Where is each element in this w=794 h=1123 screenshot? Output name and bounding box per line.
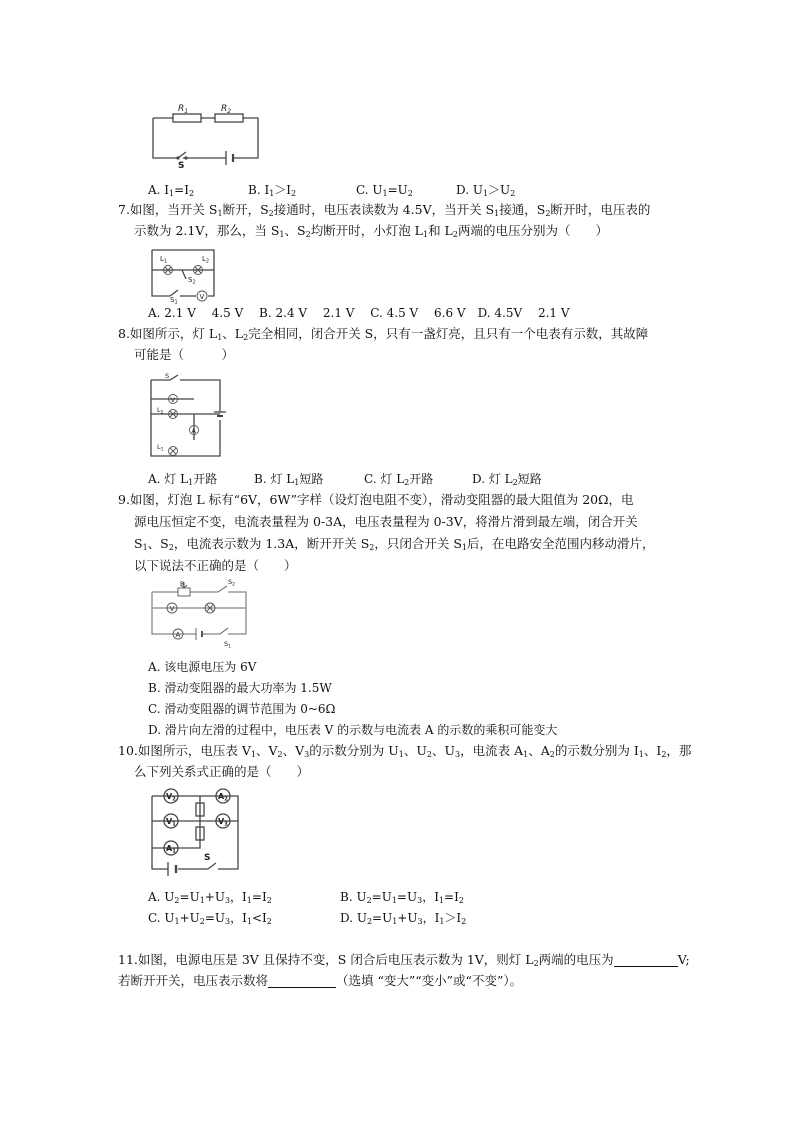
circuit-diagram-4 [148,578,250,648]
l1-label: $L_1$ [160,255,168,265]
q11-line-1: 11.如图，电源电压是 3V 且保持不变，S 闭合后电压表示数为 1V，则灯 $L_2$两端的电压为 V; [118,952,690,968]
svg-text:V: V [199,293,205,301]
svg-text:A1: A1 [166,844,176,855]
rheostat-r [178,588,190,596]
svg-text:V3: V3 [218,817,228,828]
s-label: S [204,853,211,863]
switch-s [208,863,216,869]
q10-option-c: C. $U_1+U_2=U_3$，$I_1<I_2$ [148,911,272,926]
answer-blank-1[interactable] [614,952,678,967]
s-label: S [165,372,170,380]
resistor-r1 [173,114,201,122]
q8-option-c: C. 灯 $L_2$开路 [364,472,434,487]
q9-line-4: 以下说法不正确的是（ ） [134,558,297,573]
l2-label: $L_2$ [202,255,210,265]
q9-line-2: 源电压恒定不变，电流表量程为 0-3A，电压表量程为 0-3V，将滑片滑到最左端，闭合开关 [134,514,638,529]
q9-line-3: $S_1$、$S_2$，电流表示数为 1.3A，断开开关 $S_2$，只闭合开关 $S_1$后，在电路安全范围内移动滑片， [134,536,655,552]
r1-label: $R_1$ [178,104,189,115]
svg-text:V: V [170,396,175,404]
svg-text:V1: V1 [166,817,176,828]
svg-text:V: V [169,605,175,613]
q6-option-b: B. $I_1>I_2$ [248,183,297,198]
switch-s2 [182,270,186,279]
switch-s [170,375,178,380]
switch-label: S [178,161,185,171]
q10-option-b: B. $U_2=U_1=U_3$，$I_1=I_2$ [340,890,464,905]
l2-label: $L_2$ [157,406,164,416]
q8-option-a: A. 灯 $L_1$开路 [148,472,218,487]
q8-line-2: 可能是（ ） [134,347,235,362]
circuit-diagram-2 [148,246,218,306]
switch-s1 [220,628,228,634]
q10-option-a: A. $U_2=U_1+U_3$，$I_1=I_2$ [148,890,272,905]
q9-option-d: D. 滑片向左滑的过程中，电压表 V 的示数与电流表 A 的示数的乘积可能变大 [148,723,558,737]
q6-option-c: C. $U_1=U_2$ [356,183,413,198]
svg-text:A: A [191,427,196,435]
q9-option-b: B. 滑动变阻器的最大功率为 1.5W [148,681,332,695]
circuit-diagram-5 [148,787,242,875]
q7-line-2: 示数为 2.1V，那么，当 $S_1$、$S_2$均断开时，小灯泡 $L_1$和 $L_2$两端的电压分别为（ ） [134,223,608,239]
q6-option-a: A. $I_1=I_2$ [148,183,195,198]
answer-blank-2[interactable] [268,973,336,988]
svg-text:A2: A2 [218,792,228,803]
s2-label: $S_2$ [188,276,196,286]
q10-line-1: 10.如图所示，电压表 $V_1$、$V_2$、$V_3$的示数分别为 $U_1$、$U_2$、$U_3$，电流表 $A_1$、$A_2$的示数分别为 $I_1$、$I_2$，那 [118,743,692,759]
q8-option-d: D. 灯 $L_2$短路 [472,472,542,487]
s2-label: $S_2$ [228,578,236,588]
l1-label: $L_1$ [157,443,164,453]
q9-line-1: 9.如图，灯泡 L 标有“6V，6W”字样（设灯泡电阻不变），滑动变阻器的最大阻值为 20Ω，电 [118,492,634,507]
svg-text:A: A [175,631,181,639]
svg-text:V2: V2 [166,792,176,803]
q7-options: A. 2.1 V 4.5 V B. 2.4 V 2.1 V C. 4.5 V 6.6 V D. 4.5V 2.1 V [148,306,570,320]
resistor-r2 [215,114,243,122]
q6-option-d: D. $U_1>U_2$ [456,183,516,198]
q10-option-d: D. $U_2=U_1+U_3$，$I_1>I_2$ [340,911,467,926]
q10-line-2: 么下列关系式正确的是（ ） [134,764,310,779]
q9-option-a: A. 该电源电压为 6V [148,660,257,674]
s1-label: $S_1$ [224,640,232,650]
q7-line-1: 7.如图，当开关 $S_1$断开，$S_2$接通时，电压表读数为 4.5V，当开关 $S_1$接通，$S_2$断开时，电压表的 [118,202,651,218]
q11-line-2: 若断开开关，电压表示数将 （选填 “变大”“变小”或“不变”）。 [118,973,523,988]
circuit-diagram-1 [148,100,263,171]
q9-option-c: C. 滑动变阻器的调节范围为 0~6Ω [148,702,336,716]
s1-label: $S_1$ [170,296,178,306]
switch-s2 [218,586,227,592]
q8-option-b: B. 灯 $L_1$短路 [254,472,324,487]
circuit-diagram-3 [148,374,224,462]
q8-line-1: 8.如图所示，灯 $L_1$、$L_2$完全相同，闭合开关 S，只有一盏灯亮，且只有一个电表有示数，其故障 [118,326,649,342]
r-label: R [180,580,185,588]
r2-label: $R_2$ [221,104,232,115]
